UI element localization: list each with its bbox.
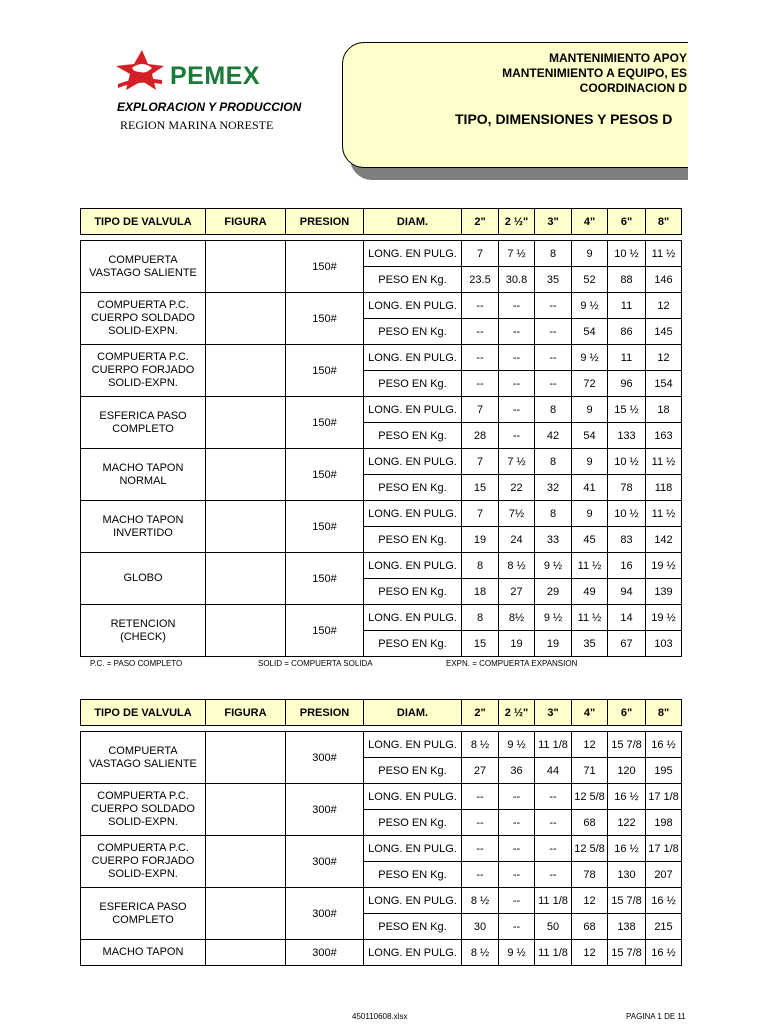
column-header: 4" <box>572 209 608 235</box>
value-cell: 9 ½ <box>572 293 608 319</box>
value-cell: 9 ½ <box>572 345 608 371</box>
figure-cell <box>206 345 286 397</box>
value-cell: 15 <box>462 631 499 657</box>
measure-label-cell: LONG. EN PULG. <box>364 940 462 966</box>
valve-type-cell: ESFERICA PASO COMPLETO <box>81 888 206 940</box>
column-header: 8" <box>646 209 682 235</box>
value-cell: 139 <box>646 579 682 605</box>
banner-line-1: MANTENIMIENTO APOY <box>548 51 687 65</box>
value-cell: 28 <box>462 423 499 449</box>
column-header: FIGURA <box>206 700 286 726</box>
value-cell: 94 <box>608 579 646 605</box>
column-header: 2 ½" <box>499 700 535 726</box>
measure-label-cell: PESO EN Kg. <box>364 475 462 501</box>
value-cell: 7 <box>462 501 499 527</box>
value-cell: 27 <box>499 579 535 605</box>
measure-label-cell: PESO EN Kg. <box>364 914 462 940</box>
table-row <box>81 293 682 319</box>
value-cell: 163 <box>646 423 682 449</box>
value-cell: -- <box>462 293 499 319</box>
column-header: 2" <box>462 209 499 235</box>
footer-page-number: PAGINA 1 DE 11 <box>626 1012 686 1021</box>
value-cell: 207 <box>646 862 682 888</box>
value-cell: 23.5 <box>462 267 499 293</box>
table-row <box>81 345 682 371</box>
column-header: 6" <box>608 700 646 726</box>
value-cell: 36 <box>499 758 535 784</box>
value-cell: 11 ½ <box>646 501 682 527</box>
value-cell: 133 <box>608 423 646 449</box>
value-cell: -- <box>499 319 535 345</box>
value-cell: 78 <box>572 862 608 888</box>
measure-label-cell: PESO EN Kg. <box>364 862 462 888</box>
figure-cell <box>206 293 286 345</box>
measure-label-cell: PESO EN Kg. <box>364 758 462 784</box>
brand-name: PEMEX <box>170 62 261 90</box>
value-cell: 8½ <box>499 605 535 631</box>
figure-cell <box>206 836 286 888</box>
figure-cell <box>206 732 286 784</box>
value-cell: 198 <box>646 810 682 836</box>
value-cell: 45 <box>572 527 608 553</box>
table-row <box>81 940 682 966</box>
pressure-cell: 150# <box>286 293 364 345</box>
measure-label-cell: PESO EN Kg. <box>364 631 462 657</box>
value-cell: 11 1/8 <box>535 940 572 966</box>
banner-line-2: MANTENIMIENTO A EQUIPO, ES <box>502 66 687 80</box>
pressure-cell: 300# <box>286 888 364 940</box>
value-cell: 19 <box>535 631 572 657</box>
table-row <box>81 553 682 579</box>
value-cell: 19 ½ <box>646 605 682 631</box>
valve-type-cell: GLOBO <box>81 553 206 605</box>
value-cell: 122 <box>608 810 646 836</box>
value-cell: 22 <box>499 475 535 501</box>
value-cell: 154 <box>646 371 682 397</box>
value-cell: 30 <box>462 914 499 940</box>
value-cell: 16 ½ <box>646 940 682 966</box>
value-cell: 83 <box>608 527 646 553</box>
measure-label-cell: PESO EN Kg. <box>364 423 462 449</box>
value-cell: 16 ½ <box>608 836 646 862</box>
value-cell: 33 <box>535 527 572 553</box>
pressure-cell: 150# <box>286 553 364 605</box>
valve-table-300 <box>80 699 682 966</box>
value-cell: 8 ½ <box>499 553 535 579</box>
column-header: FIGURA <box>206 209 286 235</box>
value-cell: 14 <box>608 605 646 631</box>
value-cell: -- <box>499 293 535 319</box>
value-cell: 44 <box>535 758 572 784</box>
value-cell: 9 <box>572 449 608 475</box>
pressure-cell: 150# <box>286 345 364 397</box>
value-cell: 11 ½ <box>646 241 682 267</box>
value-cell: 32 <box>535 475 572 501</box>
pressure-cell: 150# <box>286 501 364 553</box>
value-cell: 7 <box>462 397 499 423</box>
value-cell: 19 <box>499 631 535 657</box>
valve-type-cell: RETENCION (CHECK) <box>81 605 206 657</box>
value-cell: 12 <box>646 293 682 319</box>
value-cell: -- <box>535 371 572 397</box>
figure-cell <box>206 605 286 657</box>
pressure-cell: 300# <box>286 732 364 784</box>
pemex-eagle-icon <box>112 48 168 94</box>
banner-line-3: COORDINACION D <box>579 81 687 95</box>
valve-type-cell: MACHO TAPON <box>81 940 206 966</box>
valve-type-cell: MACHO TAPON INVERTIDO <box>81 501 206 553</box>
table-row <box>81 449 682 475</box>
value-cell: -- <box>535 810 572 836</box>
value-cell: 16 ½ <box>608 784 646 810</box>
pressure-cell: 300# <box>286 784 364 836</box>
value-cell: 9 <box>572 241 608 267</box>
value-cell: 11 <box>608 345 646 371</box>
value-cell: 215 <box>646 914 682 940</box>
valve-type-cell: COMPUERTA P.C. CUERPO FORJADO SOLID-EXPN. <box>81 836 206 888</box>
footnote-expn: EXPN. = COMPUERTA EXPANSION <box>446 659 578 668</box>
measure-label-cell: PESO EN Kg. <box>364 371 462 397</box>
column-header: PRESION <box>286 700 364 726</box>
value-cell: 8 <box>535 397 572 423</box>
value-cell: 68 <box>572 914 608 940</box>
value-cell: 118 <box>646 475 682 501</box>
value-cell: -- <box>535 836 572 862</box>
value-cell: 18 <box>646 397 682 423</box>
value-cell: -- <box>499 371 535 397</box>
value-cell: 8 ½ <box>462 940 499 966</box>
value-cell: -- <box>499 345 535 371</box>
value-cell: 9 ½ <box>535 605 572 631</box>
value-cell: 8 <box>535 449 572 475</box>
pressure-cell: 150# <box>286 605 364 657</box>
valve-type-cell: COMPUERTA P.C. CUERPO SOLDADO SOLID-EXPN. <box>81 293 206 345</box>
figure-cell <box>206 553 286 605</box>
value-cell: 18 <box>462 579 499 605</box>
footer-filename: 450110608.xlsx <box>352 1012 408 1021</box>
figure-cell <box>206 501 286 553</box>
value-cell: 78 <box>608 475 646 501</box>
value-cell: -- <box>499 914 535 940</box>
measure-label-cell: LONG. EN PULG. <box>364 553 462 579</box>
page-right-margin <box>688 0 768 1024</box>
pemex-logo <box>112 48 302 138</box>
value-cell: 8 <box>535 501 572 527</box>
valve-type-cell: ESFERICA PASO COMPLETO <box>81 397 206 449</box>
value-cell: 35 <box>535 267 572 293</box>
table-row <box>81 501 682 527</box>
value-cell: 8 ½ <box>462 732 499 758</box>
value-cell: 7½ <box>499 501 535 527</box>
value-cell: 11 1/8 <box>535 888 572 914</box>
measure-label-cell: PESO EN Kg. <box>364 810 462 836</box>
value-cell: 142 <box>646 527 682 553</box>
column-header: 8" <box>646 700 682 726</box>
value-cell: 72 <box>572 371 608 397</box>
measure-label-cell: LONG. EN PULG. <box>364 888 462 914</box>
value-cell: 9 <box>572 397 608 423</box>
value-cell: -- <box>462 862 499 888</box>
value-cell: 86 <box>608 319 646 345</box>
value-cell: 130 <box>608 862 646 888</box>
table-row <box>81 836 682 862</box>
measure-label-cell: LONG. EN PULG. <box>364 241 462 267</box>
value-cell: 11 <box>608 293 646 319</box>
measure-label-cell: LONG. EN PULG. <box>364 732 462 758</box>
value-cell: -- <box>535 862 572 888</box>
valve-type-cell: COMPUERTA VASTAGO SALIENTE <box>81 732 206 784</box>
value-cell: -- <box>499 888 535 914</box>
valve-type-cell: COMPUERTA VASTAGO SALIENTE <box>81 241 206 293</box>
column-header: PRESION <box>286 209 364 235</box>
value-cell: 11 ½ <box>572 553 608 579</box>
value-cell: -- <box>462 836 499 862</box>
value-cell: 50 <box>535 914 572 940</box>
value-cell: -- <box>462 319 499 345</box>
value-cell: 35 <box>572 631 608 657</box>
table-row <box>81 732 682 758</box>
value-cell: 15 7/8 <box>608 732 646 758</box>
value-cell: 17 1/8 <box>646 784 682 810</box>
column-header: DIAM. <box>364 209 462 235</box>
table-row <box>81 397 682 423</box>
figure-cell <box>206 397 286 449</box>
value-cell: 68 <box>572 810 608 836</box>
value-cell: 8 <box>462 553 499 579</box>
value-cell: -- <box>462 810 499 836</box>
value-cell: 7 <box>462 449 499 475</box>
column-header: 2" <box>462 700 499 726</box>
table-row <box>81 784 682 810</box>
value-cell: 42 <box>535 423 572 449</box>
value-cell: 145 <box>646 319 682 345</box>
value-cell: 12 <box>646 345 682 371</box>
value-cell: 11 1/8 <box>535 732 572 758</box>
value-cell: 11 ½ <box>646 449 682 475</box>
value-cell: 16 ½ <box>646 732 682 758</box>
measure-label-cell: PESO EN Kg. <box>364 319 462 345</box>
value-cell: 15 ½ <box>608 397 646 423</box>
document-title: TIPO, DIMENSIONES Y PESOS D <box>455 111 673 127</box>
pressure-cell: 150# <box>286 397 364 449</box>
value-cell: -- <box>499 397 535 423</box>
footnote-solid: SOLID = COMPUERTA SOLIDA <box>258 659 373 668</box>
value-cell: 8 <box>462 605 499 631</box>
value-cell: 12 <box>572 940 608 966</box>
table-header-row <box>81 209 682 235</box>
valve-type-cell: COMPUERTA P.C. CUERPO SOLDADO SOLID-EXPN. <box>81 784 206 836</box>
value-cell: 27 <box>462 758 499 784</box>
value-cell: 88 <box>608 267 646 293</box>
value-cell: 15 <box>462 475 499 501</box>
value-cell: 17 1/8 <box>646 836 682 862</box>
value-cell: 12 <box>572 732 608 758</box>
table-row <box>81 605 682 631</box>
value-cell: 11 ½ <box>572 605 608 631</box>
pressure-cell: 300# <box>286 940 364 966</box>
value-cell: -- <box>499 862 535 888</box>
value-cell: 195 <box>646 758 682 784</box>
brand-subtitle: EXPLORACION Y PRODUCCION <box>117 100 302 114</box>
valve-table-150 <box>80 208 682 657</box>
value-cell: -- <box>499 810 535 836</box>
measure-label-cell: LONG. EN PULG. <box>364 397 462 423</box>
measure-label-cell: LONG. EN PULG. <box>364 784 462 810</box>
measure-label-cell: LONG. EN PULG. <box>364 449 462 475</box>
value-cell: -- <box>462 345 499 371</box>
column-header: 3" <box>535 209 572 235</box>
value-cell: 138 <box>608 914 646 940</box>
value-cell: 24 <box>499 527 535 553</box>
value-cell: -- <box>499 423 535 449</box>
value-cell: 41 <box>572 475 608 501</box>
value-cell: 9 ½ <box>499 732 535 758</box>
measure-label-cell: LONG. EN PULG. <box>364 501 462 527</box>
value-cell: 10 ½ <box>608 241 646 267</box>
value-cell: 19 <box>462 527 499 553</box>
measure-label-cell: LONG. EN PULG. <box>364 345 462 371</box>
value-cell: 16 <box>608 553 646 579</box>
value-cell: 7 <box>462 241 499 267</box>
value-cell: 7 ½ <box>499 241 535 267</box>
column-header: 4" <box>572 700 608 726</box>
measure-label-cell: PESO EN Kg. <box>364 267 462 293</box>
value-cell: 19 ½ <box>646 553 682 579</box>
value-cell: 29 <box>535 579 572 605</box>
value-cell: -- <box>462 784 499 810</box>
value-cell: 16 ½ <box>646 888 682 914</box>
column-header: DIAM. <box>364 700 462 726</box>
pressure-cell: 300# <box>286 836 364 888</box>
pressure-cell: 150# <box>286 449 364 501</box>
figure-cell <box>206 940 286 966</box>
value-cell: 54 <box>572 423 608 449</box>
value-cell: 67 <box>608 631 646 657</box>
measure-label-cell: LONG. EN PULG. <box>364 293 462 319</box>
figure-cell <box>206 449 286 501</box>
value-cell: -- <box>535 345 572 371</box>
value-cell: 8 <box>535 241 572 267</box>
value-cell: 120 <box>608 758 646 784</box>
value-cell: 10 ½ <box>608 449 646 475</box>
figure-cell <box>206 784 286 836</box>
value-cell: -- <box>499 836 535 862</box>
value-cell: 9 ½ <box>535 553 572 579</box>
table-row <box>81 888 682 914</box>
table-header-row <box>81 700 682 726</box>
value-cell: 10 ½ <box>608 501 646 527</box>
column-header: TIPO DE VALVULA <box>81 700 206 726</box>
column-header: 2 ½" <box>499 209 535 235</box>
measure-label-cell: PESO EN Kg. <box>364 527 462 553</box>
value-cell: -- <box>535 784 572 810</box>
measure-label-cell: LONG. EN PULG. <box>364 836 462 862</box>
valve-type-cell: COMPUERTA P.C. CUERPO FORJADO SOLID-EXPN. <box>81 345 206 397</box>
value-cell: 96 <box>608 371 646 397</box>
value-cell: 12 5/8 <box>572 836 608 862</box>
region-label: REGION MARINA NORESTE <box>120 118 274 132</box>
value-cell: 12 <box>572 888 608 914</box>
value-cell: 30.8 <box>499 267 535 293</box>
value-cell: 54 <box>572 319 608 345</box>
measure-label-cell: LONG. EN PULG. <box>364 605 462 631</box>
pressure-cell: 150# <box>286 241 364 293</box>
value-cell: 15 7/8 <box>608 940 646 966</box>
column-header: TIPO DE VALVULA <box>81 209 206 235</box>
valve-type-cell: MACHO TAPON NORMAL <box>81 449 206 501</box>
value-cell: 103 <box>646 631 682 657</box>
value-cell: -- <box>535 319 572 345</box>
value-cell: 71 <box>572 758 608 784</box>
value-cell: 49 <box>572 579 608 605</box>
column-header: 3" <box>535 700 572 726</box>
value-cell: -- <box>499 784 535 810</box>
value-cell: -- <box>462 371 499 397</box>
value-cell: 7 ½ <box>499 449 535 475</box>
measure-label-cell: PESO EN Kg. <box>364 579 462 605</box>
value-cell: 9 <box>572 501 608 527</box>
value-cell: 9 ½ <box>499 940 535 966</box>
value-cell: 52 <box>572 267 608 293</box>
value-cell: 12 5/8 <box>572 784 608 810</box>
table-row <box>81 241 682 267</box>
value-cell: -- <box>535 293 572 319</box>
figure-cell <box>206 241 286 293</box>
value-cell: 8 ½ <box>462 888 499 914</box>
footnote-pc: P.C. = PASO COMPLETO <box>90 659 183 668</box>
value-cell: 15 7/8 <box>608 888 646 914</box>
column-header: 6" <box>608 209 646 235</box>
figure-cell <box>206 888 286 940</box>
value-cell: 146 <box>646 267 682 293</box>
